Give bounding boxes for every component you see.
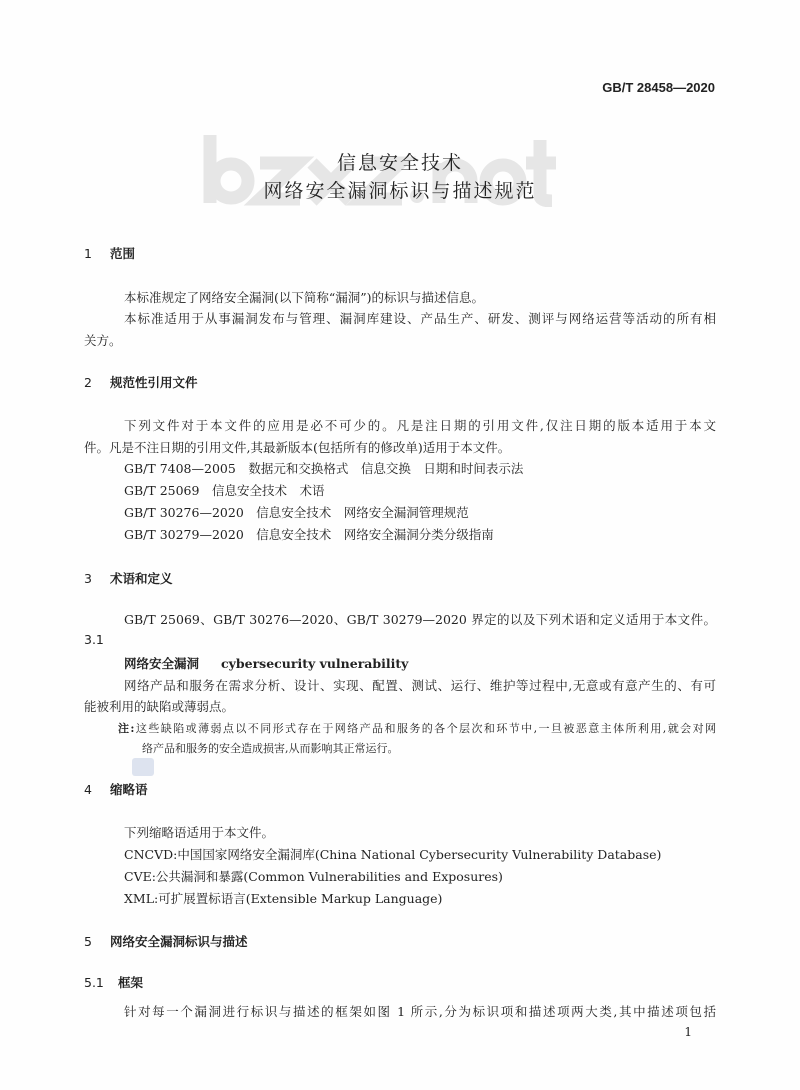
- section-5-heading: [84, 932, 248, 950]
- title-line-2: 网络安全漏洞标识与描述规范: [263, 180, 537, 202]
- reference-code: GB/T 30276—2020: [124, 505, 244, 520]
- paragraph: 件。凡是不注日期的引用文件,其最新版本(包括所有的修改单)适用于本文件。: [84, 440, 511, 455]
- paragraph: 本标准规定了网络安全漏洞(以下简称“漏洞”)的标识与描述信息。: [124, 290, 485, 305]
- subsection-number: 3.1: [84, 632, 104, 647]
- note: 络产品和服务的安全造成损害,从而影响其正常运行。: [142, 742, 399, 755]
- reference-item: [124, 481, 716, 499]
- abbreviation-item: CNCVD:中国国家网络安全漏洞库(China National Cybersecurity Vulnerability Database): [124, 847, 662, 862]
- reference-title: 数据元和交换格式 信息交换 日期和时间表示法: [248, 461, 524, 476]
- paragraph: 关方。: [84, 333, 122, 348]
- section-number: 4: [84, 782, 92, 797]
- term-definition: 网络产品和服务在需求分析、设计、实现、配置、测试、运行、维护等过程中,无意或有意产生的、有可: [124, 678, 716, 693]
- paragraph: GB/T 25069、GB/T 30276—2020、GB/T 30279—2020 界定的以及下列术语和定义适用于本文件。: [124, 612, 716, 627]
- section-number: 5: [84, 934, 92, 949]
- reference-item: [124, 503, 716, 521]
- section-title: 网络安全漏洞标识与描述: [110, 934, 248, 949]
- section-number: 2: [84, 375, 92, 390]
- page-number: 1: [684, 1025, 692, 1039]
- abbreviation-item: CVE:公共漏洞和暴露(Common Vulnerabilities and Exposures): [124, 869, 503, 884]
- section-number: 1: [84, 246, 92, 261]
- reference-code: GB/T 25069: [124, 483, 200, 498]
- subsection-number: 5.1: [84, 975, 104, 990]
- note-label: 注:: [118, 722, 135, 735]
- section-title: 缩略语: [110, 782, 148, 797]
- logo-stamp: [132, 758, 154, 776]
- section-title: 术语和定义: [110, 571, 173, 586]
- term-entry: [124, 654, 430, 672]
- standard-number: GB/T 28458—2020: [602, 80, 715, 95]
- paragraph: 下列文件对于本文件的应用是必不可少的。凡是注日期的引用文件,仅注日期的版本适用于本文: [124, 418, 716, 433]
- term-english: cybersecurity vulnerability: [221, 656, 409, 671]
- reference-title: 信息安全技术 网络安全漏洞分类分级指南: [256, 527, 494, 542]
- section-title: 范围: [110, 246, 136, 261]
- title-line-1: 信息安全技术: [336, 152, 463, 174]
- section-number: 3: [84, 571, 92, 586]
- paragraph: 下列缩略语适用于本文件。: [124, 825, 275, 840]
- term-chinese: 网络安全漏洞: [124, 656, 200, 671]
- subsection-title: 框架: [118, 975, 144, 990]
- reference-code: GB/T 30279—2020: [124, 527, 244, 542]
- reference-item: [124, 525, 716, 543]
- subsection-5-1-heading: [84, 973, 143, 991]
- abbreviation-item: XML:可扩展置标语言(Extensible Markup Language): [124, 891, 443, 906]
- section-4-heading: [84, 780, 148, 798]
- note-text: 这些缺陷或薄弱点以不同形式存在于网络产品和服务的各个层次和环节中,一旦被恶意主体所利用,就会对网: [134, 722, 716, 735]
- paragraph: 针对每一个漏洞进行标识与描述的框架如图 1 所示,分为标识项和描述项两大类,其中描述项包括: [124, 1004, 716, 1019]
- section-2-heading: [84, 373, 198, 391]
- note: [118, 720, 716, 736]
- reference-title: 信息安全技术 网络安全漏洞管理规范: [256, 505, 469, 520]
- paragraph: 本标准适用于从事漏洞发布与管理、漏洞库建设、产品生产、研发、测评与网络运营等活动的所有相: [124, 311, 716, 326]
- reference-item: [124, 459, 716, 477]
- reference-code: GB/T 7408—2005: [124, 461, 236, 476]
- term-definition: 能被利用的缺陷或薄弱点。: [84, 699, 235, 714]
- section-1-heading: [84, 244, 135, 262]
- section-3-heading: [84, 569, 173, 587]
- section-title: 规范性引用文件: [110, 375, 198, 390]
- reference-title: 信息安全技术 术语: [211, 483, 325, 498]
